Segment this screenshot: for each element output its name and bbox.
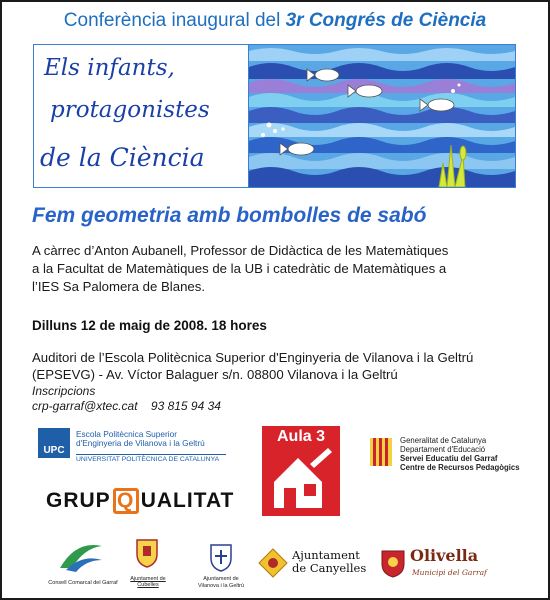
generalitat-line-3: Servei Educatiu del Garraf [400, 454, 498, 463]
generalitat-text [400, 436, 520, 472]
upc-text [76, 430, 205, 448]
contact-line [32, 398, 221, 415]
consell-comarcal-logo [46, 534, 116, 594]
upc-mark-icon [38, 428, 70, 458]
olivella-logo [380, 544, 490, 588]
sea-waves-image [249, 45, 515, 187]
cubelles-text: Ajuntament de Cubelles [130, 576, 166, 588]
speaker-line-1: A càrrec d’Anton Aubanell, Professor de Didàctica de les Matemàtiques [32, 243, 449, 258]
inscriptions-label: Inscripcions [32, 384, 96, 398]
olivella-title: Olivella [410, 546, 479, 565]
venue-line-2: (EPSEVG) - Av. Víctor Balaguer s/n. 08800 Vilanova i la Geltrú [32, 367, 398, 382]
upc-line-1: Escola Politècnica Superior [76, 429, 177, 439]
cubelles-logo [120, 536, 176, 594]
aula3-logo [262, 426, 340, 516]
venue-line-1: Auditori de l’Escola Politècnica Superior d'Enginyeria de Vilanova i la Geltrú [32, 350, 474, 365]
grup-text-left: GRUP [46, 489, 111, 512]
canyelles-emblem-icon [258, 548, 288, 578]
title-emphasis: 3r Congrés de Ciència [285, 10, 487, 31]
talk-title: Fem geometria amb bombolles de sabó [32, 204, 427, 227]
upc-line-2: d'Enginyeria de Vilanova i la Geltrú [76, 438, 205, 448]
grup-qualitat-logo [46, 488, 238, 516]
cubelles-shield-icon [134, 536, 160, 568]
handwritten-line-2: protagonistes [50, 97, 210, 123]
olivella-shield-icon [380, 548, 406, 578]
speaker-line-3: l’IES Sa Palomera de Blanes. [32, 279, 205, 294]
contact-email[interactable]: crp-garraf@xtec.cat [32, 399, 138, 413]
house-drawing-icon [262, 426, 340, 516]
vilanova-line-2: Vilanova i la Geltrú [197, 583, 245, 589]
vilanova-text [190, 576, 252, 590]
canyelles-logo [258, 546, 368, 586]
upc-logo [38, 426, 232, 466]
page-title [2, 10, 548, 32]
catalan-flag-icon [370, 438, 392, 466]
consell-text: Consell Comarcal del Garraf [48, 580, 118, 586]
canyelles-line-1: Ajuntament [292, 548, 360, 562]
generalitat-line-4: Centre de Recursos Pedagògics [400, 463, 520, 472]
grup-q-badge: Q [113, 488, 139, 514]
consell-emblem-icon [56, 534, 106, 574]
sea-illustration [249, 45, 515, 187]
aula3-text: Aula 3 [276, 428, 325, 445]
olivella-subtitle: Municipi del Garraf [412, 568, 487, 577]
upc-line-3: UNIVERSITAT POLITÈCNICA DE CATALUNYA [76, 454, 226, 463]
vilanova-line-1: Ajuntament de [203, 576, 239, 582]
handwritten-line-3: de la Ciència [40, 143, 205, 172]
canyelles-line-2: de Canyelles [292, 561, 367, 575]
vilanova-shield-icon [209, 542, 233, 572]
speaker-line-2: a la Facultat de Matemàtiques de la UB i catedràtic de Matemàtiques a [32, 261, 447, 276]
generalitat-line-2: Departament d'Educació [400, 445, 486, 454]
banner [33, 44, 516, 188]
upc-mark-text: UPC [43, 445, 65, 456]
banner-handwriting-panel [34, 45, 249, 187]
generalitat-logo [370, 434, 540, 484]
event-date: Dilluns 12 de maig de 2008. 18 hores [32, 318, 267, 333]
canyelles-text [292, 549, 366, 575]
handwritten-line-1: Els infants, [44, 55, 175, 81]
contact-phone: 93 815 94 34 [150, 399, 221, 413]
generalitat-line-1: Generalitat de Catalunya [400, 436, 487, 445]
vilanova-logo [190, 542, 252, 596]
title-prefix: Conferència inaugural del [63, 10, 286, 31]
grup-text-right: UALITAT [140, 489, 235, 512]
